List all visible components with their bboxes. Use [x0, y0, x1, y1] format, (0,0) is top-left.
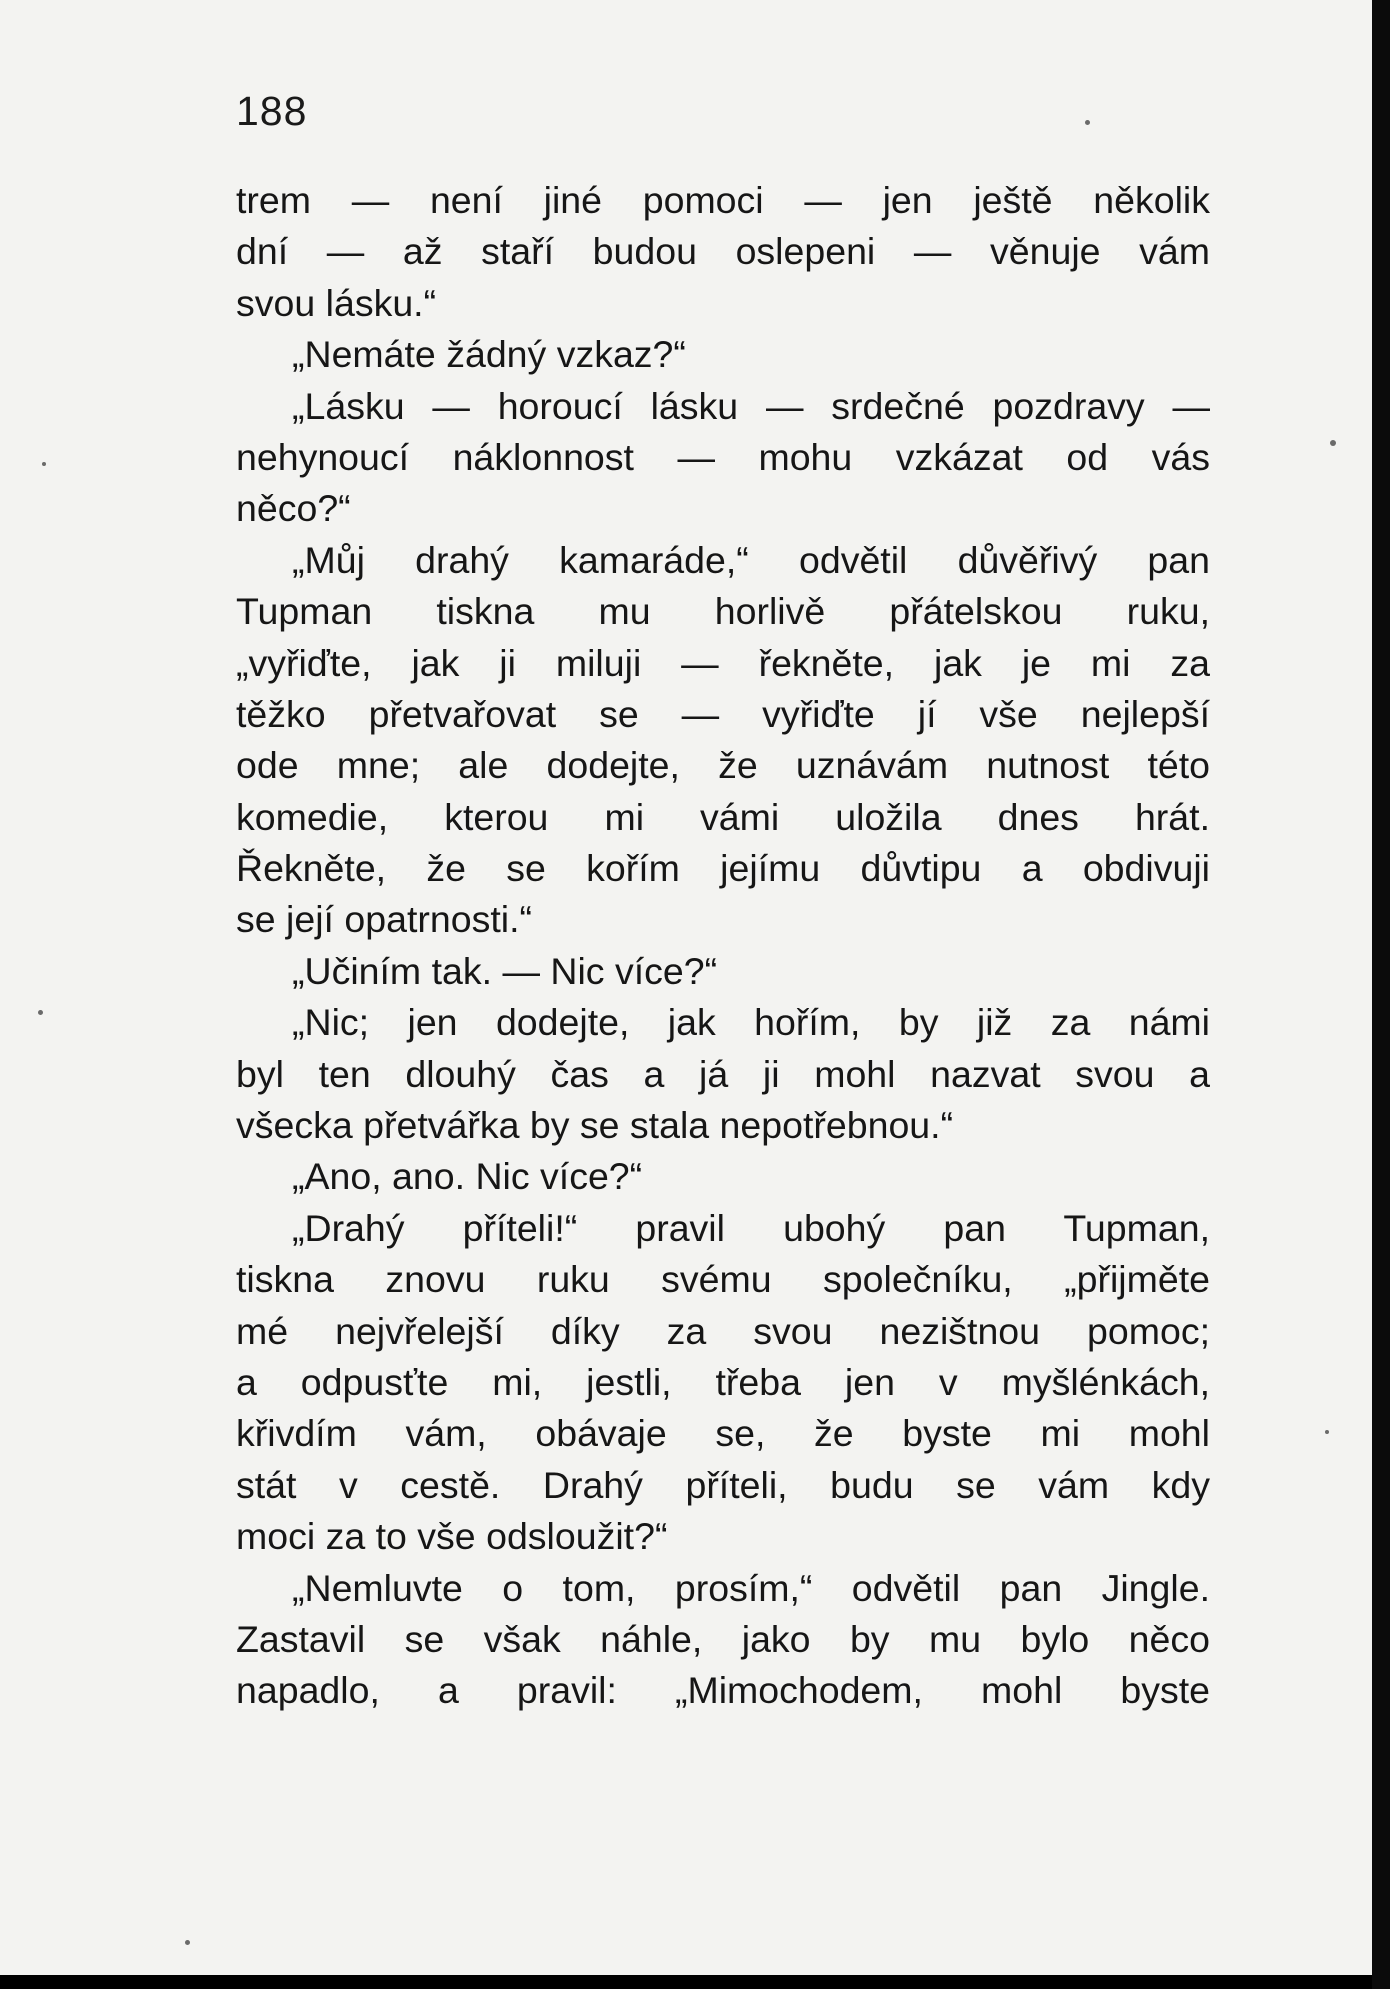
text-line: ode mne; ale dodejte, že uznávám nutnost této: [236, 744, 1210, 787]
text-line: všecka přetvářka by se stala nepotřebnou.“: [236, 1104, 954, 1147]
text-line: svou lásku.“: [236, 281, 437, 324]
page-number: 188: [236, 88, 308, 134]
paper-speck: [42, 462, 46, 466]
text-line: moci za to vše odsloužit?“: [236, 1515, 668, 1558]
text-line: „Drahý příteli!“ pravil ubohý pan Tupman,: [292, 1206, 1210, 1249]
paper-speck: [38, 1010, 43, 1015]
text-line: něco?“: [236, 487, 351, 530]
text-line: „Můj drahý kamaráde,“ odvětil důvěřivý pan: [292, 538, 1210, 581]
paper-speck: [1085, 120, 1090, 125]
text-line: byl ten dlouhý čas a já ji mohl nazvat svou a: [236, 1052, 1210, 1095]
text-line: „vyřiďte, jak ji miluji — řekněte, jak je mi za: [236, 641, 1210, 684]
text-line: se její opatrnosti.“: [236, 898, 532, 941]
text-line: „Nemáte žádný vzkaz?“: [292, 333, 686, 376]
text-line: Řekněte, že se kořím jejímu důvtipu a obdivuji: [236, 847, 1210, 890]
text-line: stát v cestě. Drahý příteli, budu se vám kdy: [236, 1463, 1210, 1506]
text-line: Tupman tiskna mu horlivě přátelskou ruku,: [236, 590, 1210, 633]
body-text: [236, 175, 1210, 1717]
text-line: „Nic; jen dodejte, jak hořím, by již za námi: [292, 1001, 1210, 1044]
paper-speck: [1330, 440, 1336, 446]
text-line: Zastavil se však náhle, jako by mu bylo něco: [236, 1617, 1210, 1660]
binding-edge: [1372, 0, 1390, 1989]
text-line: mé nejvřelejší díky za svou nezištnou pomoc;: [236, 1309, 1210, 1352]
text-line: „Učiním tak. — Nic více?“: [292, 949, 718, 992]
text-line: křivdím vám, obávaje se, že byste mi mohl: [236, 1412, 1210, 1455]
text-line: dní — až staří budou oslepeni — věnuje vám: [236, 230, 1210, 273]
text-line: těžko přetvařovat se — vyřiďte jí vše nejlepší: [236, 692, 1210, 735]
paper-speck: [1325, 1430, 1329, 1434]
text-line: nehynoucí náklonnost — mohu vzkázat od vás: [236, 435, 1210, 478]
text-line: napadlo, a pravil: „Mimochodem, mohl byste: [236, 1669, 1210, 1712]
text-line: „Ano, ano. Nic více?“: [292, 1155, 643, 1198]
paper-speck: [185, 1940, 190, 1945]
text-line: trem — není jiné pomoci — jen ještě několik: [236, 179, 1210, 221]
text-line: a odpusťte mi, jestli, třeba jen v myšlénkách,: [236, 1360, 1210, 1403]
text-line: „Nemluvte o tom, prosím,“ odvětil pan Jingle.: [292, 1566, 1210, 1609]
text-line: komedie, kterou mi vámi uložila dnes hrát.: [236, 795, 1210, 838]
text-line: tiskna znovu ruku svému společníku, „přijměte: [236, 1258, 1210, 1301]
text-line: „Lásku — horoucí lásku — srdečné pozdravy —: [292, 384, 1210, 427]
